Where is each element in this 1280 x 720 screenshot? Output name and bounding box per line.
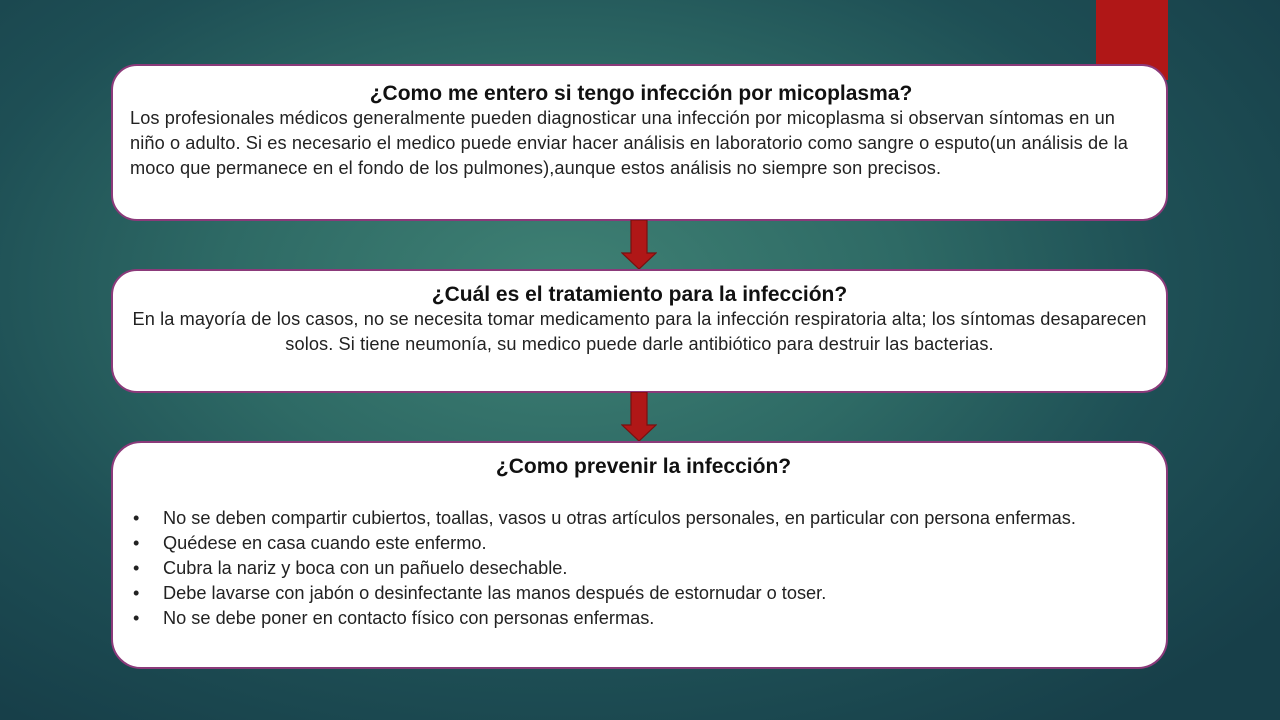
list-item-text: No se deben compartir cubiertos, toallas, vasos u otras artículos personales, en particular con persona enfermas. [163, 508, 1076, 528]
bullet-icon: • [133, 508, 140, 528]
bullet-icon: • [133, 533, 140, 553]
list-item-text: Quédese en casa cuando este enfermo. [163, 533, 487, 553]
down-arrow-icon [621, 392, 657, 442]
list-item [133, 556, 1154, 581]
diagnosis-title: ¿Como me entero si tengo infección por micoplasma? [369, 82, 913, 105]
list-item [133, 606, 1154, 631]
treatment-box [111, 269, 1168, 393]
diagnosis-text: Los profesionales médicos generalmente pueden diagnosticar una infección por micoplasma si observan síntomas en un niño o adulto. Si es necesario el medico puede enviar hacer análisis en laboratorio como sangre o esputo(un análisis de la moco que permanece en el fondo de los pulmones),aunque estos análisis no siempre son precisos. [130, 108, 1128, 178]
bullet-icon: • [133, 608, 140, 628]
diagnosis-box [111, 64, 1168, 221]
treatment-title: ¿Cuál es el tratamiento para la infección? [431, 283, 848, 306]
treatment-text: En la mayoría de los casos, no se necesita tomar medicamento para la infección respiratoria alta; los síntomas desaparecen solos. Si tiene neumonía, su medico puede darle antibiótico para destruir las bacterias. [132, 309, 1147, 354]
list-item-text: Debe lavarse con jabón o desinfectante las manos después de estornudar o toser. [163, 583, 827, 603]
list-item-text: No se debe poner en contacto físico con personas enfermas. [163, 608, 655, 628]
list-item [133, 506, 1154, 531]
list-item-text: Cubra la nariz y boca con un pañuelo desechable. [163, 558, 568, 578]
bullet-icon: • [133, 583, 140, 603]
list-item [133, 531, 1154, 556]
down-arrow-icon [621, 220, 657, 270]
prevention-box [111, 441, 1168, 669]
list-item [133, 581, 1154, 606]
prevention-title: ¿Como prevenir la infección? [495, 455, 792, 478]
prevention-list [133, 506, 1154, 631]
bullet-icon: • [133, 558, 140, 578]
